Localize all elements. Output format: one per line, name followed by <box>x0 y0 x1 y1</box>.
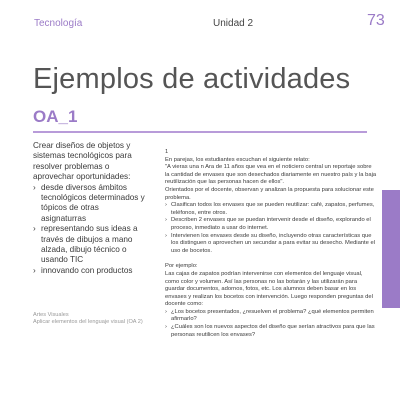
objective-bullet: › representando sus ideas a través de dibujos a mano alzada, dibujo técnico o usando TIC <box>33 224 145 266</box>
activity-bullet: › Intervienen los envases desde su diseño, incluyendo otras características que los distinguen o aprovechen un secundar a para evitar su desecho. Mediante el uso de bocetos. <box>165 233 377 256</box>
example-bullets <box>165 309 377 339</box>
objective-bullets <box>33 183 145 277</box>
example-line: Las cajas de zapatos podrían intervenirse con elementos del lenguaje visual, como color y volumen. Así las personas no las botarán y las utilizarán para guardar documentos, adornos, fotos, etc. Los alumnos deben basar en los envases y realizan los bocetos con intervención. Luego responden preguntas del docente como: <box>165 270 373 308</box>
note-subject: Artes Visuales <box>33 312 69 318</box>
oa-code: OA_1 <box>33 107 78 126</box>
learning-objective <box>33 141 145 276</box>
objective-bullet: › innovando con productos <box>33 266 145 276</box>
example-bullet: › ¿Los bocetos presentados, ¿resuelven el problema? ¿qué elementos permiten afirmarlo? <box>165 309 377 324</box>
activity-bullet: › Describen 2 envases que se puedan intervenir desde el diseño, explorando el proceso, inmediato a usar do internet. <box>165 217 377 232</box>
activity-description <box>165 149 377 339</box>
side-tab-marker <box>382 190 400 308</box>
activity-bullets <box>165 202 377 255</box>
page-title: Ejemplos de actividades <box>33 63 351 95</box>
example-heading: Por ejemplo: <box>165 263 198 270</box>
activity-bullet: › Clasifican todos los envases que se pueden reutilizar: café, zapatos, perfumes, teléfonos, entre otros. <box>165 202 377 217</box>
objective-bullet: › desde diversos ámbitos tecnológicos determinados y tópicos de otras asignaturras <box>33 183 145 225</box>
activity-number: 1 <box>165 149 169 155</box>
header-unit: Unidad 2 <box>213 18 254 29</box>
activity-line: Orientados por el docente, observan y analizan la propuesta para solucionar este problema. <box>165 186 374 201</box>
page-number: 73 <box>367 12 385 29</box>
objective-intro: Crear diseños de objetos y sistemas tecnológicos para resolver problemas o aprovechar oportunidades: <box>33 141 132 182</box>
section-divider <box>33 131 367 133</box>
note-objective: Aplicar elementos del lenguaje visual (OA 2) <box>33 319 143 325</box>
cross-subject-note <box>33 312 145 326</box>
activity-line: En parejas, los estudiantes escuchan el siguiente relato: <box>165 156 310 163</box>
example-bullet: › ¿Cuáles son los nuevos aspectos del diseño que serían atractivos para que las personas reutilicen los envases? <box>165 324 377 339</box>
activity-line: "A vieras una n Ara de 11 años que vea en el noticiero central un reportaje sobre la cantidad de envases que son desechados diariamente en nuestro país y la baja reutilización que las personas hacen de ellos". <box>165 164 377 186</box>
header-subject: Tecnología <box>34 18 83 29</box>
spacer <box>165 255 377 263</box>
